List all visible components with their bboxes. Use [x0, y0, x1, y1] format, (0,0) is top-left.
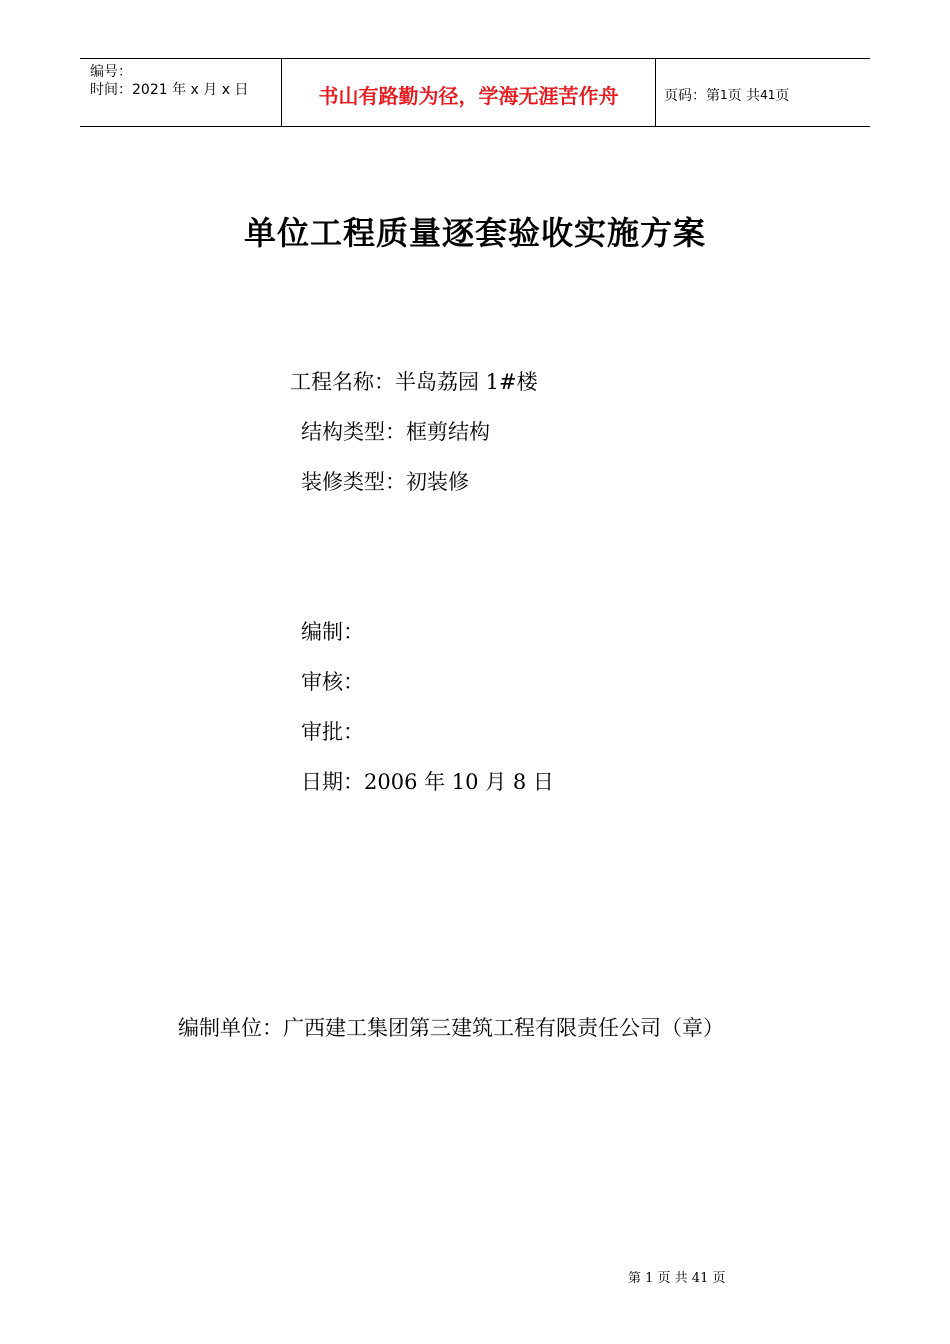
- compiling-unit: 编制单位：广西建工集团第三建筑工程有限责任公司（章）: [178, 1016, 724, 1040]
- decoration-type: 装修类型：初装修: [301, 470, 469, 494]
- approved-by: 审批：: [301, 720, 364, 744]
- header-page-number: [656, 59, 870, 126]
- page-current: 1: [720, 87, 728, 102]
- document-date: 日期：2006 年 10 月 8 日: [301, 770, 554, 794]
- time-label: 时间：2021 年 x 月 x 日: [90, 82, 249, 98]
- page-mid: 页 共: [727, 87, 761, 104]
- header-meta: [80, 59, 282, 126]
- project-name: 工程名称：半岛荔园 1#楼: [290, 370, 538, 394]
- page-total: 41: [760, 87, 776, 102]
- page-footer: 第 1 页 共 41 页: [628, 1271, 726, 1286]
- document-header: [80, 58, 870, 127]
- compiled-by: 编制：: [301, 620, 364, 644]
- serial-number-label: 编号：: [90, 64, 132, 80]
- structure-type: 结构类型：框剪结构: [301, 420, 490, 444]
- page-suffix: 页: [775, 87, 790, 104]
- reviewed-by: 审核：: [301, 670, 364, 694]
- document-title: 单位工程质量逐套验收实施方案: [243, 214, 706, 252]
- page-prefix: 页码：第: [664, 87, 720, 104]
- header-motto: 书山有路勤为径，学海无涯苦作舟: [282, 59, 656, 126]
